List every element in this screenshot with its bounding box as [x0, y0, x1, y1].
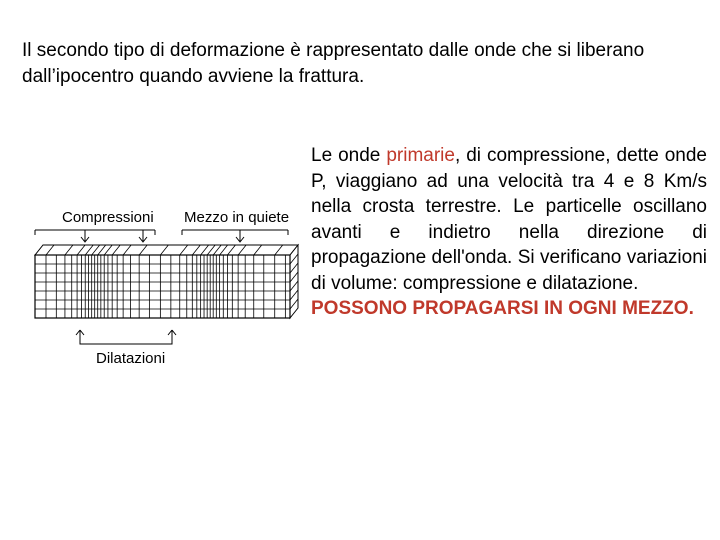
arrow-down-compressions-icon — [81, 230, 89, 242]
label-rest: Mezzo in quiete — [184, 209, 290, 226]
p-wave-description — [311, 143, 707, 322]
p-wave-diagram — [30, 205, 305, 380]
label-compressions: Compressioni — [62, 209, 154, 226]
block-front-face — [35, 255, 290, 318]
label-dilations: Dilatazioni — [96, 350, 166, 367]
description-part-1: Le onde — [311, 145, 387, 166]
p-wave-diagram-svg — [30, 205, 305, 380]
propagation-warning: POSSONO PROPAGARSI IN OGNI MEZZO. — [311, 298, 694, 319]
intro-text: Il secondo tipo di deformazione è rappresentato dalle onde che si liberano dall’ipocentro quando avviene la frattura. — [22, 40, 645, 87]
description-part-2: , di compressione, dette onde P, viaggiano ad una velocità tra 4 e 8 Km/s nella crosta terrestre. Le particelle oscillano avanti e indietro nella direzione di propagazione dell'onda. Si verificano variazioni di volume: compressione e dilatazione. — [311, 145, 707, 294]
primarie-highlight: primarie — [386, 145, 455, 166]
dilations-bracket — [80, 330, 172, 344]
block-top-face — [35, 245, 298, 255]
arrow-down-compressions-2-icon — [139, 230, 147, 242]
arrow-down-rest-icon — [236, 230, 244, 242]
